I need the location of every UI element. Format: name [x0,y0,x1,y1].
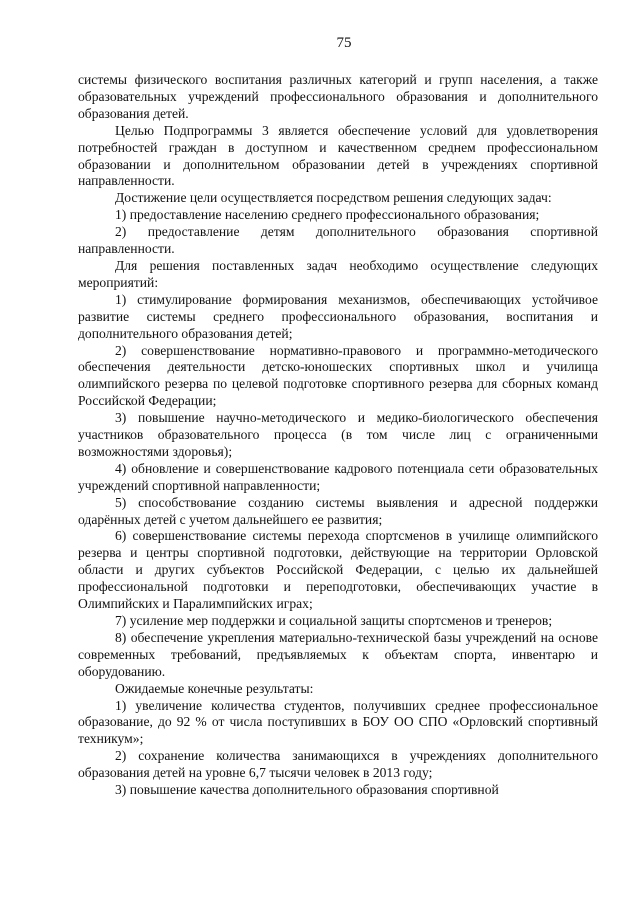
paragraph: 2) сохранение количества занимающихся в учреждениях дополнительного образования детей на уровне 6,7 тысячи человек в 2013 году; [78,748,598,781]
paragraph: Целью Подпрограммы 3 является обеспечение условий для удовлетворения потребностей граждан в доступном и качественном среднем профессиональном образовании и дополнительном образовании детей в учреждениях спортивной направленности. [78,122,598,189]
paragraph: Ожидаемые конечные результаты: [115,680,314,696]
paragraph: Для решения поставленных задач необходимо осуществление следующих мероприятий: [78,257,598,290]
paragraph: 1) предоставление населению среднего профессионального образования; [115,207,540,223]
paragraph: 3) повышение научно-методического и медико-биологического обеспечения участников образовательного процесса (в том числе лиц с ограниченными возможностями здоровья); [78,410,598,459]
paragraph: системы физического воспитания различных категорий и групп населения, а также образовательных учреждений профессионального образования и дополнительного образования детей. [78,72,598,121]
paragraph: 4) обновление и совершенствование кадрового потенциала сети образовательных учреждений спортивной направленности; [78,460,598,493]
paragraph: 1) увеличение количества студентов, получивших среднее профессиональное образование, до 92 % от числа поступивших в БОУ ОО СПО «Орловский спортивный техникум»; [78,697,598,747]
paragraph: 5) способствование созданию системы выявления и адресной поддержки одарённых детей с учетом дальнейшего ее развития; [78,494,598,527]
paragraph: 3) повышение качества дополнительного образования спортивной [115,782,499,798]
paragraph: 7) усиление мер поддержки и социальной защиты спортсменов и тренеров; [115,613,553,628]
paragraph: 2) предоставление детям дополнительного образования спортивной направленности. [78,224,598,257]
page-number: 75 [336,35,352,51]
body-text [78,72,598,799]
paragraph: 8) обеспечение укрепления материально-технической базы учреждений на основе современных требований, предъявляемых к объектам спорта, инвентарю и оборудованию. [78,629,598,679]
paragraph: 1) стимулирование формирования механизмов, обеспечивающих устойчивое развитие системы среднего профессионального образования, воспитания и дополнительного образования детей; [78,291,598,341]
paragraph: Достижение цели осуществляется посредством решения следующих задач: [115,190,552,206]
paragraph: 2) совершенствование нормативно-правового и программно-методического обеспечения деятельности детско-юношеских спортивных школ и училища олимпийского резерва по целевой подготовке спортивного резерва для сборных команд Российской Федерации; [78,342,598,409]
paragraph: 6) совершенствование системы перехода спортсменов в училище олимпийского резерва и центры спортивной подготовки, действующие на территории Орловской области и других субъектов Российской Федерации, с целью их дальнейшей профессиональной подготовки и переподготовки, обеспечивающих участие в Олимпийских и Паралимпийских играх; [78,528,598,612]
